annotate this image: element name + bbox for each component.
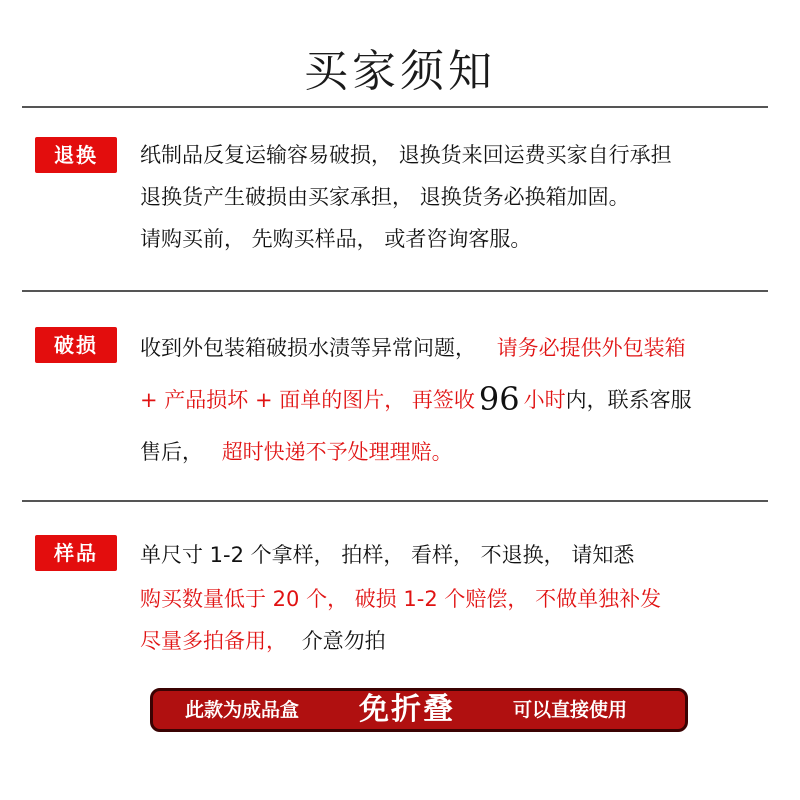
- sample-line3-normal: 介意勿拍: [301, 629, 386, 653]
- section-divider-1: [22, 290, 768, 292]
- sample-text-line-3: [140, 625, 780, 655]
- damage-hours-number: 96: [478, 380, 520, 418]
- banner-right-text: 可以直接使用: [513, 699, 628, 721]
- damage-line2-hours: 小时: [523, 388, 566, 412]
- banner-left-text: 此款为成品盒: [185, 699, 300, 721]
- sample-line3-red: 尽量多拍备用，: [140, 629, 287, 653]
- damage-text-line-3: [140, 436, 780, 466]
- sample-text-line-1: 单尺寸 1-2 个拿样， 拍样， 看样， 不退换， 请知悉: [140, 543, 635, 567]
- damage-line3-normal: 售后，: [140, 440, 203, 464]
- return-text-line-1: 纸制品反复运输容易破损， 退换货来回运费买家自行承担: [140, 143, 672, 167]
- damage-line1-red: 请务必提供外包装箱: [496, 336, 686, 360]
- damage-line3-red: 超时快递不予处理理赔。: [221, 440, 453, 464]
- tag-return-exchange: 退换: [35, 137, 117, 173]
- damage-line1-normal: 收到外包装箱破损水渍等异常问题，: [140, 336, 476, 360]
- finished-box-banner: [150, 688, 688, 732]
- damage-line2-normal: 内，联系客服: [565, 388, 692, 412]
- sample-text-line-2: 购买数量低于 20 个， 破损 1-2 个赔偿， 不做单独补发: [140, 587, 662, 611]
- tag-damage: 破损: [35, 327, 117, 363]
- return-text-line-3: 请购买前， 先购买样品， 或者咨询客服。: [140, 227, 532, 251]
- title-divider: [22, 106, 768, 108]
- return-text-line-2: 退换货产生破损由买家承担， 退换货务必换箱加固。: [140, 185, 630, 209]
- damage-text-line-1: [140, 332, 780, 362]
- damage-line2-red: + 产品损坏 + 面单的图片， 再签收: [140, 388, 475, 412]
- section-divider-2: [22, 500, 768, 502]
- tag-sample: 样品: [35, 535, 117, 571]
- damage-text-line-2: [140, 380, 780, 418]
- page-title: 买家须知: [304, 46, 496, 97]
- banner-center-text: 免折叠: [359, 692, 455, 727]
